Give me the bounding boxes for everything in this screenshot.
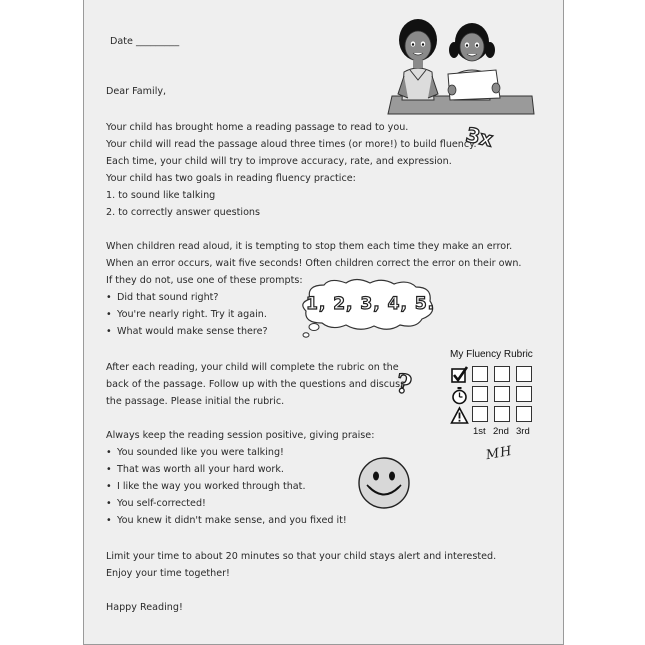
smiley-face-icon <box>357 456 411 510</box>
para1-line-1: Your child has brought home a reading passage to read to you. <box>106 122 409 133</box>
rubric-column-3rd: 3rd <box>516 426 530 437</box>
check-icon <box>451 366 468 383</box>
praise-item-2: • That was worth all your hard work. <box>106 464 284 476</box>
rubric-cell[interactable] <box>516 366 532 382</box>
warning-icon <box>451 407 468 424</box>
rubric-cell[interactable] <box>494 366 510 382</box>
rubric-title: My Fluency Rubric <box>450 349 533 360</box>
stopwatch-icon <box>451 387 468 404</box>
three-times-graphic: 3x <box>463 122 496 152</box>
rubric-cell[interactable] <box>494 406 510 422</box>
goal-2: 2. to correctly answer questions <box>106 207 261 218</box>
initials-signature: MH <box>484 443 514 464</box>
para3-line-2: back of the passage. Follow up with the questions and discuss <box>106 379 406 390</box>
para5-line-1: Limit your time to about 20 minutes so that your child stays alert and interested. <box>106 551 497 562</box>
praise-item-3: • I like the way you worked through that. <box>106 481 306 493</box>
rubric-cell[interactable] <box>472 406 488 422</box>
para4: Always keep the reading session positive, giving praise: <box>106 430 375 441</box>
rubric-cell[interactable] <box>472 366 488 382</box>
rubric-cell[interactable] <box>516 386 532 402</box>
para2-line-3: If they do not, use one of these prompts: <box>106 275 303 286</box>
closing: Happy Reading! <box>106 602 183 613</box>
date-line: Date _________ <box>110 36 180 47</box>
praise-item-4: • You self-corrected! <box>106 498 206 510</box>
praise-item-1: • You sounded like you were talking! <box>106 447 284 459</box>
rubric-column-1st: 1st <box>473 426 486 437</box>
para2-line-1: When children read aloud, it is tempting to stop them each time they make an error. <box>106 241 513 252</box>
para1-line-3: Each time, your child will try to improve accuracy, rate, and expression. <box>106 156 452 167</box>
para2-line-2: When an error occurs, wait five seconds! Often children correct the error on their own. <box>106 258 522 269</box>
para1-line-2: Your child will read the passage aloud three times (or more!) to build fluency. <box>106 139 477 150</box>
cloud-numbers: 1, 2, 3, 4, 5. <box>306 294 436 314</box>
prompt-item-3: • What would make sense there? <box>106 326 268 338</box>
rubric-column-2nd: 2nd <box>493 426 509 437</box>
para3-line-1: After each reading, your child will complete the rubric on the <box>106 362 399 373</box>
praise-item-5: • You knew it didn't make sense, and you fixed it! <box>106 515 347 527</box>
question-mark-graphic: ? <box>393 368 414 402</box>
worksheet-page <box>83 0 564 645</box>
prompt-item-1: • Did that sound right? <box>106 292 219 304</box>
para1-line-4: Your child has two goals in reading fluency practice: <box>106 173 356 184</box>
para5-line-2: Enjoy your time together! <box>106 568 230 579</box>
para3-line-3: the passage. Please initial the rubric. <box>106 396 285 407</box>
rubric-cell[interactable] <box>516 406 532 422</box>
rubric-cell[interactable] <box>472 386 488 402</box>
children-reading-illustration <box>384 14 534 114</box>
rubric-cell[interactable] <box>494 386 510 402</box>
goal-1: 1. to sound like talking <box>106 190 216 201</box>
greeting: Dear Family, <box>106 86 167 97</box>
prompt-item-2: • You're nearly right. Try it again. <box>106 309 267 321</box>
